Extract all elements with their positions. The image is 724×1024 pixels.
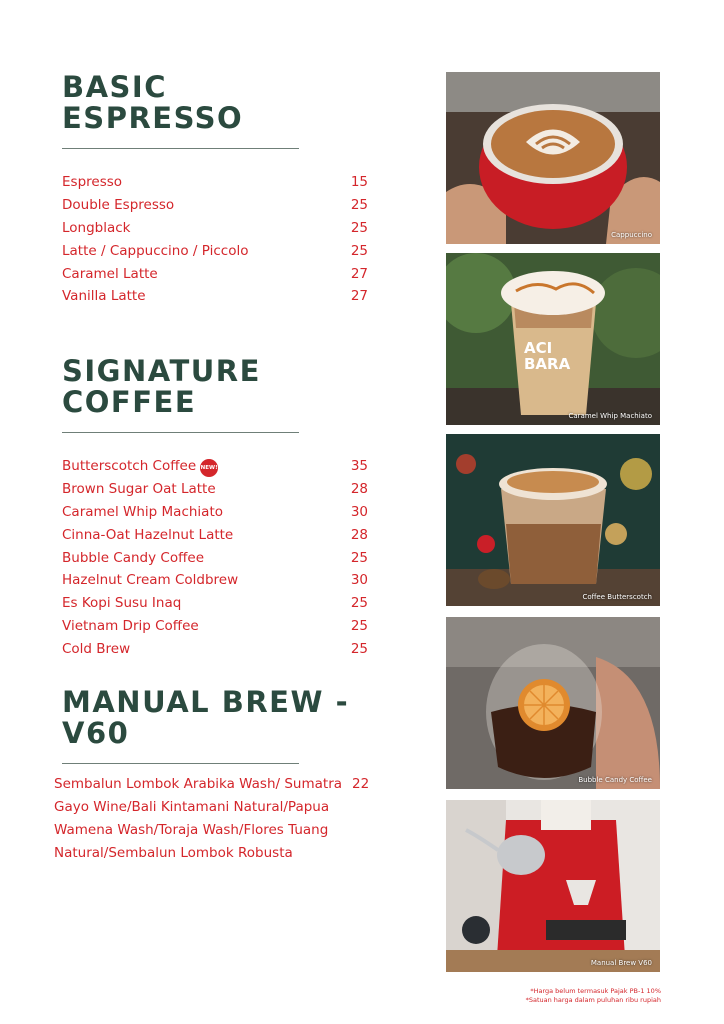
photo-bubble-candy-coffee <box>446 617 660 789</box>
menu-item <box>62 217 382 240</box>
menu-item-name <box>62 285 146 308</box>
menu-item-name <box>62 615 199 638</box>
section-divider <box>62 148 299 149</box>
menu-item <box>62 478 382 501</box>
section-divider <box>62 432 299 433</box>
menu-item-price: 25 <box>350 242 368 259</box>
photo-caption: Coffee Butterscotch <box>582 593 652 601</box>
menu-list-basic-espresso <box>62 171 382 308</box>
menu-item <box>62 501 382 524</box>
cup-logo-line-2: BARA <box>524 355 571 373</box>
menu-item-name <box>62 455 218 478</box>
menu-item-price: 25 <box>350 219 368 236</box>
manual-brew-origins: Sembalun Lombok Arabika Wash/ Sumatra Gayo Wine/Bali Kintamani Natural/Papua Wamena Wash/Toraja Wash/Flores Tuang Natural/Sembalun Lombok Robusta <box>54 776 343 861</box>
menu-item <box>62 615 382 638</box>
manual-brew-price: 22 <box>352 776 370 792</box>
manual-brew-illustration <box>446 800 660 972</box>
menu-item <box>62 194 382 217</box>
menu-item-name <box>62 171 122 194</box>
photo-butterscotch-coffee <box>446 434 660 606</box>
menu-item <box>62 285 382 308</box>
menu-item <box>62 455 382 478</box>
menu-item-price: 30 <box>350 503 368 520</box>
title-line-1: BASIC <box>62 70 168 104</box>
menu-item-name <box>62 240 248 263</box>
title-line-2: COFFEE <box>62 385 197 419</box>
section-manual-brew <box>62 687 362 764</box>
menu-item-label: Espresso <box>62 174 123 190</box>
menu-item-label: Cinna-Oat Hazelnut Latte <box>62 526 234 543</box>
menu-item-label: Hazelnut Cream Coldbrew <box>62 572 239 589</box>
title-line-1: MANUAL BREW - <box>62 685 350 719</box>
bubble-candy-illustration <box>446 617 660 789</box>
menu-item-label: Vanilla Latte <box>62 288 146 305</box>
menu-item-price: 27 <box>350 265 368 282</box>
photo-caption: Bubble Candy Coffee <box>578 776 652 784</box>
menu-item-name <box>62 547 204 570</box>
menu-item-price: 35 <box>350 458 368 474</box>
menu-item <box>62 569 382 592</box>
section-basic-espresso <box>62 72 382 308</box>
menu-item <box>62 263 382 286</box>
section-title-basic-espresso <box>62 72 382 134</box>
menu-item-price: 25 <box>350 641 368 658</box>
title-line-2: V60 <box>62 716 130 750</box>
menu-item-name <box>62 592 181 615</box>
menu-item-label: Brown Sugar Oat Latte <box>62 480 216 497</box>
menu-item-label: Longblack <box>62 219 131 236</box>
menu-item-label: Caramel Latte <box>62 265 158 282</box>
menu-item-price: 25 <box>350 618 368 635</box>
menu-item <box>62 240 382 263</box>
menu-item-price: 27 <box>350 288 368 305</box>
menu-item-name <box>62 524 233 547</box>
footnote-tax: *Harga belum termasuk Pajak PB-1 10% <box>530 987 661 995</box>
menu-item-price: 28 <box>350 480 368 497</box>
caramel-whip-illustration <box>446 253 660 425</box>
title-line-1: SIGNATURE <box>62 354 261 388</box>
section-title-manual-brew <box>62 687 362 749</box>
title-line-2: ESPRESSO <box>62 101 244 135</box>
menu-item-name <box>62 478 216 501</box>
menu-item <box>62 638 382 661</box>
menu-item-label: Es Kopi Susu Inaq <box>62 595 182 612</box>
menu-item-label: Double Espresso <box>62 196 175 213</box>
section-title-signature-coffee <box>62 356 382 418</box>
footnotes <box>526 987 661 1004</box>
menu-item <box>62 592 382 615</box>
menu-item-label: Vietnam Drip Coffee <box>62 618 199 635</box>
menu-item-name <box>62 217 131 240</box>
butterscotch-illustration <box>446 434 660 606</box>
menu-item <box>62 547 382 570</box>
menu-item-name <box>62 194 174 217</box>
menu-item-name <box>62 263 158 286</box>
menu-item-price: 30 <box>350 572 368 589</box>
photo-caption: Manual Brew V60 <box>590 959 652 967</box>
new-badge: NEW! <box>200 459 218 477</box>
section-signature-coffee <box>62 356 382 661</box>
menu-item-name <box>62 638 130 661</box>
cappuccino-illustration <box>446 72 660 244</box>
menu-item-price: 25 <box>350 549 368 566</box>
menu-item-name <box>62 569 238 592</box>
photo-cappuccino <box>446 72 660 244</box>
cup-logo-line-1: ACI <box>524 339 553 357</box>
menu-item-name <box>62 501 223 524</box>
menu-item-price: 25 <box>350 595 368 612</box>
section-divider <box>62 763 299 764</box>
menu-list-signature-coffee <box>62 455 382 661</box>
photo-caption: Cappuccino <box>611 231 652 239</box>
footnote-unit: *Satuan harga dalam puluhan ribu rupiah <box>525 995 661 1004</box>
menu-item-price: 25 <box>350 196 368 213</box>
photo-caramel-whip-machiato <box>446 253 660 425</box>
menu-item-label: Cold Brew <box>62 641 131 658</box>
menu-item <box>62 171 382 194</box>
menu-item-price: 15 <box>350 174 368 190</box>
menu-item-label: Caramel Whip Machiato <box>62 503 224 520</box>
menu-item-label: Latte / Cappuccino / Piccolo <box>62 242 249 259</box>
menu-item-label: Bubble Candy Coffee <box>62 549 205 566</box>
menu-item-price: 28 <box>350 526 368 543</box>
photo-manual-brew <box>446 800 660 972</box>
menu-item <box>62 524 382 547</box>
menu-item-label: Butterscotch Coffee <box>62 458 197 474</box>
photo-caption: Caramel Whip Machiato <box>568 412 652 420</box>
